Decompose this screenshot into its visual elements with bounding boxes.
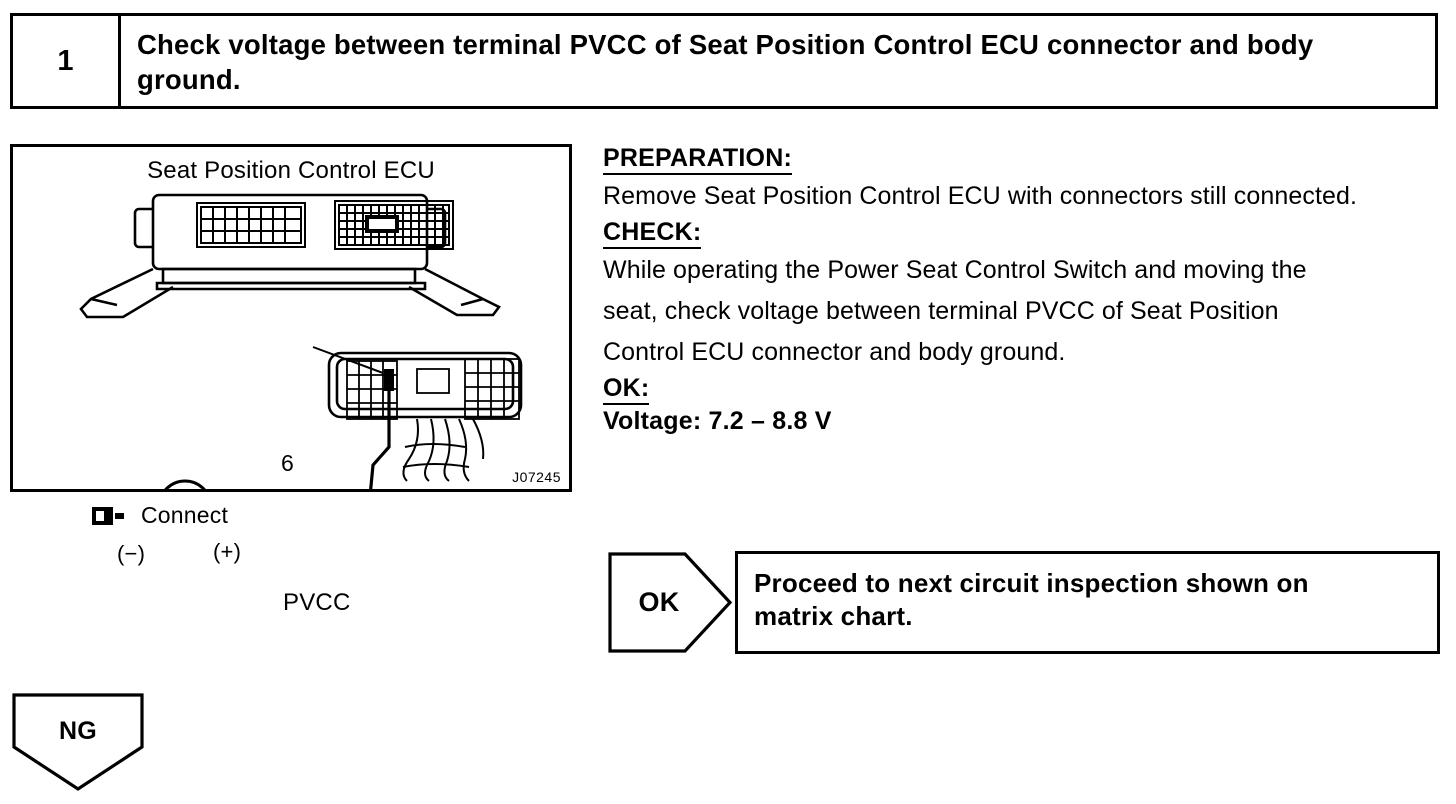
ng-tag-label: NG <box>58 716 98 745</box>
ecu-wiring-diagram <box>13 147 569 489</box>
ok-arrow-tag <box>607 551 733 654</box>
preparation-text: Remove Seat Position Control ECU with connectors still connected. <box>603 182 1358 210</box>
step-title-line-1: Check voltage between terminal PVCC of Seat Position Control ECU connector <box>137 29 1182 60</box>
preparation-block <box>603 144 1448 216</box>
ok-voltage-value: Voltage: 7.2 – 8.8 V <box>603 407 832 435</box>
preparation-label: PREPARATION: <box>603 144 792 175</box>
ng-result-tag <box>11 692 145 792</box>
figure-panel <box>10 144 572 616</box>
step-number: 1 <box>13 16 121 106</box>
ok-result-line-2: matrix chart. <box>754 600 913 631</box>
instruction-column <box>603 144 1448 438</box>
ok-tag-label: OK <box>638 587 680 617</box>
figure-caption: Seat Position Control ECU <box>147 157 435 184</box>
figure-pin-number-label: 6 <box>281 450 294 476</box>
check-text-line-3: Control ECU connector and body ground. <box>603 338 1066 366</box>
ok-spec-block <box>603 374 1448 436</box>
ok-result-text <box>735 551 1440 654</box>
figure-reference-code: J07245 <box>512 469 561 485</box>
step-title-line-2: and body ground. <box>137 29 1314 95</box>
step-title <box>121 16 1435 106</box>
ok-result-row <box>607 551 1440 654</box>
check-label: CHECK: <box>603 218 701 249</box>
ok-result-line-1: Proceed to next circuit inspection shown on <box>754 568 1309 598</box>
figure-connect-label: Connect <box>141 502 229 528</box>
figure-plus-label: (+) <box>213 539 242 564</box>
ok-label: OK: <box>603 374 649 405</box>
check-text-line-1: While operating the Power Seat Control Switch and moving the <box>603 256 1307 284</box>
step-header <box>10 13 1438 109</box>
connect-icon <box>91 504 127 528</box>
check-block <box>603 218 1448 372</box>
figure-terminal-label: PVCC <box>283 589 351 616</box>
check-text-line-2: seat, check voltage between terminal PVCC of Seat Position <box>603 297 1279 325</box>
figure-minus-label: (−) <box>117 541 146 566</box>
